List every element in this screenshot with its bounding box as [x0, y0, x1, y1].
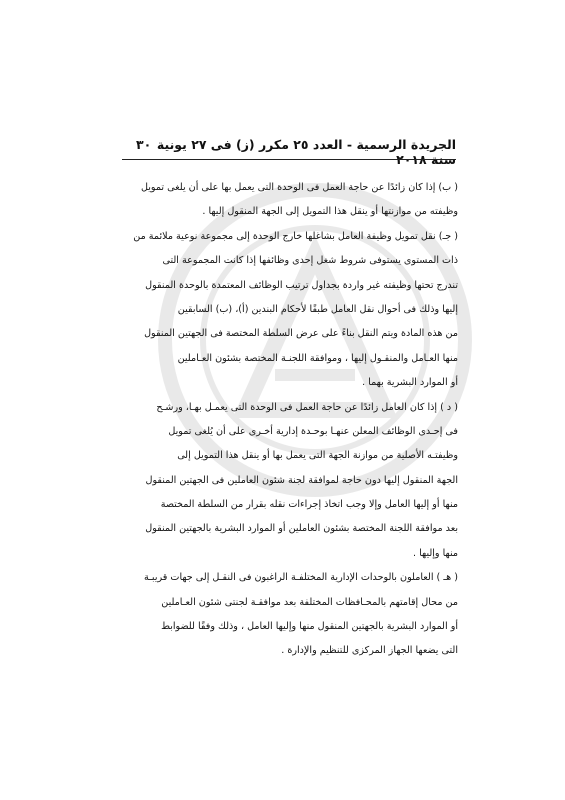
gazette-title: الجريدة الرسمية - العدد ٢٥ مكرر (ز) فى ٢٧ يونية سنة ٢٠١٨: [156, 137, 456, 167]
text-line: ( جـ) نقل تمويل وظيفة العامل بشاغلها خارج الوحدة إلى مجموعة نوعية ملائمة من: [133, 230, 458, 242]
text-line: التى يضعها الجهاز المركزى للتنظيم والإدارة .: [281, 645, 458, 657]
text-line: الجهة المنقول إليها دون حاجة لموافقة لجنة شئون العاملين فى الجهتين المنقول: [145, 474, 458, 486]
text-line: فى إحـدى الوظائف المعلن عنهـا بوحـدة إدارية أخـرى على أن يُلغى تمويل: [168, 425, 458, 437]
paragraph-e: [122, 566, 458, 664]
text-line: تندرج تحتها وظيفته غير واردة بجداول ترتيب الوظائف المعتمدة بالوحدة المنقول: [145, 279, 458, 291]
text-line: أو الموارد البشرية بهما .: [362, 377, 458, 389]
text-line: منها أو إليها العامل وإلا وجب اتخاذ إجراءات نقله بقرار من السلطة المختصة: [160, 499, 458, 511]
paragraph-b: [122, 176, 458, 225]
page-header: [122, 137, 456, 167]
text-line: ( هـ ) العاملون بالوحدات الإدارية المختلفـة الراغبون فى النقـل إلى جهات قريبـة: [143, 572, 458, 584]
text-line: وظيفتـه الأصلية من موازنة الجهة التى يعمل بها أو ينقل هذا التمويل إلى: [177, 450, 458, 462]
text-line: ( د ) إذا كان العامل زائدًا عن حاجة العمل فى الوحدة التى يعمـل بهـا، ورشـح: [156, 401, 458, 413]
text-line: أو الموارد البشرية بالجهتين المنقول منها وإليها العامل ، وذلك وفقًا للضوابط: [161, 621, 458, 633]
page-number: ٣٠: [136, 137, 152, 152]
paragraph-d: [122, 396, 458, 567]
text-line: ( ب) إذا كان زائدًا عن حاجة العمل فى الوحدة التى يعمل بها على أن يلغى تمويل: [140, 182, 458, 193]
header-divider: [122, 159, 456, 160]
text-line: منها وإليها .: [413, 547, 458, 559]
text-line: إليها وذلك فى أحوال نقل العامل طبقًا لأحكام البندين (أ)، (ب) السابقين: [177, 303, 458, 315]
text-line: من محال إقامتهم بالمحـافظات المختلفة بعد موافقـة لجنتى شئون العـاملين: [161, 596, 458, 608]
text-line: بعد موافقة اللجنة المختصة بشئون العاملين أو الموارد البشرية بالجهتين المنقول: [145, 523, 458, 535]
paragraph-c: [122, 225, 458, 396]
text-line: وظيفته من موازنتها أو ينقل هذا التمويل إلى الجهة المنقول إليها .: [202, 206, 458, 218]
document-body: [122, 176, 458, 664]
text-line: ذات المستوى يستوفى شروط شغل إحدى وظائفها إذا كانت المجموعة التى: [162, 255, 458, 267]
text-line: من هذه المادة ويتم النقل بناءً على عرض السلطة المختصة فى الجهتين المنقول: [144, 328, 458, 340]
text-line: منها العـامل والمنقـول إليها ، وموافقة اللجنـة المختصة بشئون العـاملين: [177, 352, 458, 364]
